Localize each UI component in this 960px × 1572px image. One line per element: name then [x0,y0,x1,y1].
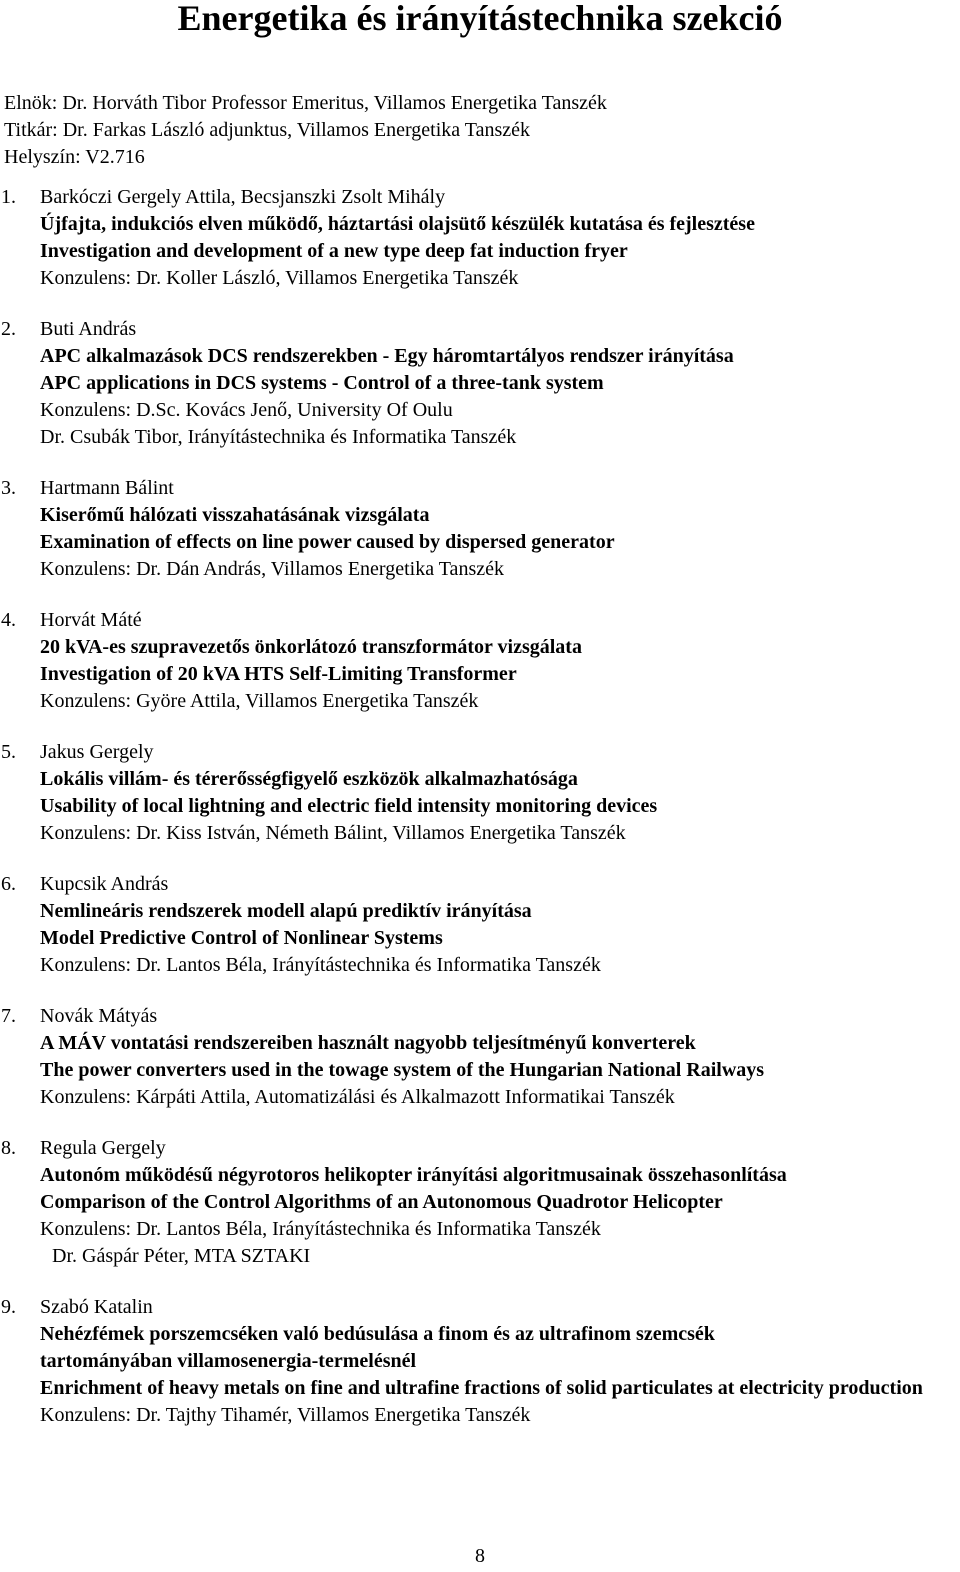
entry-authors: Barkóczi Gergely Attila, Becsjanszki Zsolt Mihály [40,186,446,208]
presentation-entry [0,184,960,292]
presentation-entry [0,607,960,715]
presentation-entry [0,1294,960,1429]
entry-number: 1. [1,186,16,208]
entry-authors: Buti András [40,318,137,340]
presentation-entry [0,1135,960,1270]
entry-title-hu: Kiserőmű hálózati visszahatásának vizsgálata [40,504,430,526]
entry-authors: Szabó Katalin [40,1296,153,1318]
presentation-entry [0,1003,960,1111]
session-secretary: Titkár: Dr. Farkas László adjunktus, Villamos Energetika Tanszék [4,119,531,141]
entry-title-hu: Lokális villám- és térerősségfigyelő eszközök alkalmazhatósága [40,768,578,790]
session-chair: Elnök: Dr. Horváth Tibor Professor Emeritus, Villamos Energetika Tanszék [4,92,607,114]
entry-advisor: Konzulens: Dr. Lantos Béla, Irányítástechnika és Informatika Tanszék [40,954,601,976]
entry-title-hu: APC alkalmazások DCS rendszerekben - Egy háromtartályos rendszer irányítása [40,345,734,367]
presentation-entry [0,316,960,451]
entry-title-hu: 20 kVA-es szupravezetős önkorlátozó transzformátor vizsgálata [40,636,582,658]
entry-title-hu: Újfajta, indukciós elven működő, háztartási olajsütő készülék kutatása és fejlesztése [40,213,755,235]
entry-authors: Regula Gergely [40,1137,166,1159]
session-info [4,90,607,171]
entry-title-en: Model Predictive Control of Nonlinear Systems [40,927,443,949]
entry-authors: Hartmann Bálint [40,477,174,499]
presentation-entry [0,475,960,583]
entry-advisor: Konzulens: Kárpáti Attila, Automatizálási és Alkalmazott Informatikai Tanszék [40,1086,675,1108]
entry-number: 3. [1,477,16,499]
entry-authors: Novák Mátyás [40,1005,158,1027]
entry-number: 9. [1,1296,16,1318]
entry-advisor: Konzulens: Györe Attila, Villamos Energetika Tanszék [40,690,479,712]
entry-authors: Kupcsik András [40,873,169,895]
entry-advisor: Konzulens: Dr. Dán András, Villamos Energetika Tanszék [40,558,504,580]
entry-title-en: Enrichment of heavy metals on fine and ultrafine fractions of solid particulates at electricity production [40,1377,923,1399]
presentation-list [0,184,960,1453]
page-title: Energetika és irányítástechnika szekció [177,0,783,38]
presentation-entry [0,871,960,979]
entry-number: 4. [1,609,16,631]
entry-title-hu: Nemlineáris rendszerek modell alapú prediktív irányítása [40,900,532,922]
entry-number: 8. [1,1137,16,1159]
entry-advisor-secondary: Dr. Gáspár Péter, MTA SZTAKI [52,1245,311,1267]
entry-advisor: Konzulens: Dr. Lantos Béla, Irányítástechnika és Informatika Tanszék [40,1218,601,1240]
entry-title-en: Comparison of the Control Algorithms of an Autonomous Quadrotor Helicopter [40,1191,723,1213]
entry-number: 5. [1,741,16,763]
entry-title-en: The power converters used in the towage system of the Hungarian National Railways [40,1059,765,1081]
entry-number: 7. [1,1005,16,1027]
entry-advisor-secondary: Dr. Csubák Tibor, Irányítástechnika és Informatika Tanszék [40,426,517,448]
entry-advisor: Konzulens: Dr. Kiss István, Németh Bálint, Villamos Energetika Tanszék [40,822,626,844]
entry-advisor: Konzulens: Dr. Tajthy Tihamér, Villamos Energetika Tanszék [40,1404,531,1426]
entry-advisor: Konzulens: Dr. Koller László, Villamos Energetika Tanszék [40,267,519,289]
entry-title-en: Investigation of 20 kVA HTS Self-Limiting Transformer [40,663,517,685]
entry-title-en: APC applications in DCS systems - Control of a three-tank system [40,372,604,394]
entry-number: 2. [1,318,16,340]
entry-number: 6. [1,873,16,895]
entry-title-en: Usability of local lightning and electric field intensity monitoring devices [40,795,658,817]
presentation-entry [0,739,960,847]
page-number: 8 [475,1545,485,1567]
entry-authors: Jakus Gergely [40,741,154,763]
entry-title-en: Investigation and development of a new type deep fat induction fryer [40,240,628,262]
entry-advisor: Konzulens: D.Sc. Kovács Jenő, University Of Oulu [40,399,453,421]
entry-title-hu: Nehézfémek porszemcséken való bedúsulása a finom és az ultrafinom szemcsék tartományában villamosenergia-termelésnél [40,1323,715,1372]
entry-title-hu: A MÁV vontatási rendszereiben használt nagyobb teljesítményű konverterek [40,1032,696,1054]
session-venue: Helyszín: V2.716 [4,146,145,168]
entry-title-en: Examination of effects on line power caused by dispersed generator [40,531,615,553]
entry-authors: Horvát Máté [40,609,142,631]
entry-title-hu: Autonóm működésű négyrotoros helikopter irányítási algoritmusainak összehasonlítása [40,1164,787,1186]
